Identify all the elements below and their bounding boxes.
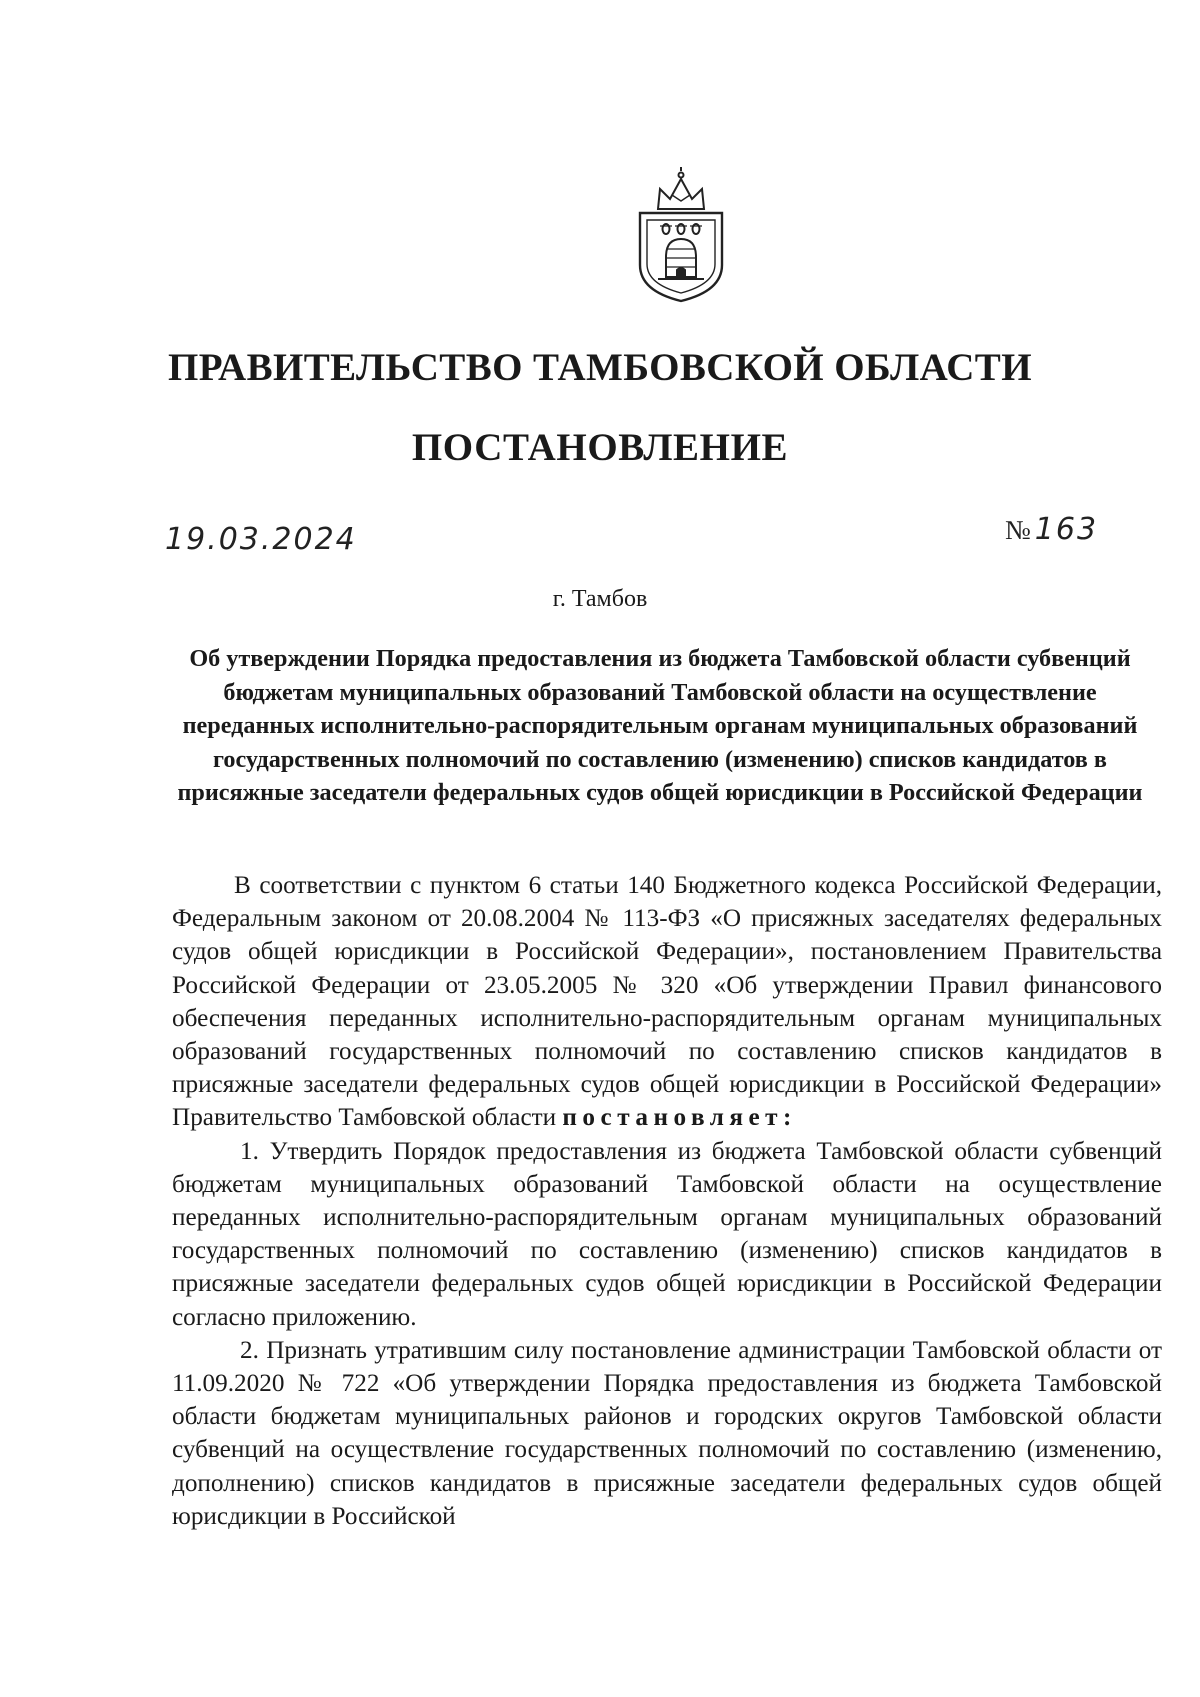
- preamble-paragraph: [172, 869, 1162, 1135]
- item-1-paragraph: 1. Утвердить Порядок предоставления из бюджета Тамбовской области субвенций бюджетам муниципальных образований Тамбовской области на осуществление переданных исполнительно-распорядительным органам муниципальных образований государственных полномочий по составлению (изменению) списков кандидатов в присяжные заседатели федеральных судов общей юрисдикции в Российской Федерации согласно приложению.: [172, 1137, 1162, 1331]
- city-line: г. Тамбов: [552, 586, 648, 612]
- resolves-word: постановляет:: [562, 1104, 797, 1132]
- coat-of-arms-icon: [628, 165, 734, 305]
- document-number: [1005, 512, 1098, 547]
- document-date: 19.03.2024: [165, 522, 357, 557]
- preamble-text: В соответствии с пунктом 6 статьи 140 Бюджетного кодекса Российской Федерации, Федеральным законом от 20.08.2004 № 113-ФЗ «О присяжных заседателях федеральных судов общей юрисдикции в Российской Федерации», постановлением Правительства Российской Федерации от 23.05.2005 № 320 «Об утверждении Правил финансового обеспечения переданных исполнительно-распорядительным органам муниципальных образований государственных полномочий по составлению списков кандидатов в присяжные заседатели федеральных судов общей юрисдикции в Российской Федерации» Правительство Тамбовской области: [172, 872, 1162, 1132]
- number-sign: №: [1005, 515, 1031, 545]
- number-value: 163: [1034, 512, 1099, 547]
- document-heading: Об утверждении Порядка предоставления из бюджета Тамбовской области субвенций бюджетам муниципальных образований Тамбовской области на осуществление переданных исполнительно-распорядительным органам муниципальных образований государственных полномочий по составлению (изменению) списков кандидатов в присяжные заседатели федеральных судов общей юрисдикции в Российской Федерации: [177, 645, 1143, 807]
- document-type-title: ПОСТАНОВЛЕНИЕ: [411, 426, 789, 469]
- item-2-paragraph: 2. Признать утратившим силу постановление администрации Тамбовской области от 11.09.2020 № 722 «Об утверждении Порядка предоставления из бюджета Тамбовской области бюджетам муниципальных районов и городских округов Тамбовской области субвенций на осуществление государственных полномочий по составлению (изменению, дополнению) списков кандидатов в присяжные заседатели федеральных судов общей юрисдикции в Российской: [172, 1336, 1162, 1530]
- document-body: [172, 869, 1162, 1533]
- organization-title: ПРАВИТЕЛЬСТВО ТАМБОВСКОЙ ОБЛАСТИ: [168, 346, 1032, 389]
